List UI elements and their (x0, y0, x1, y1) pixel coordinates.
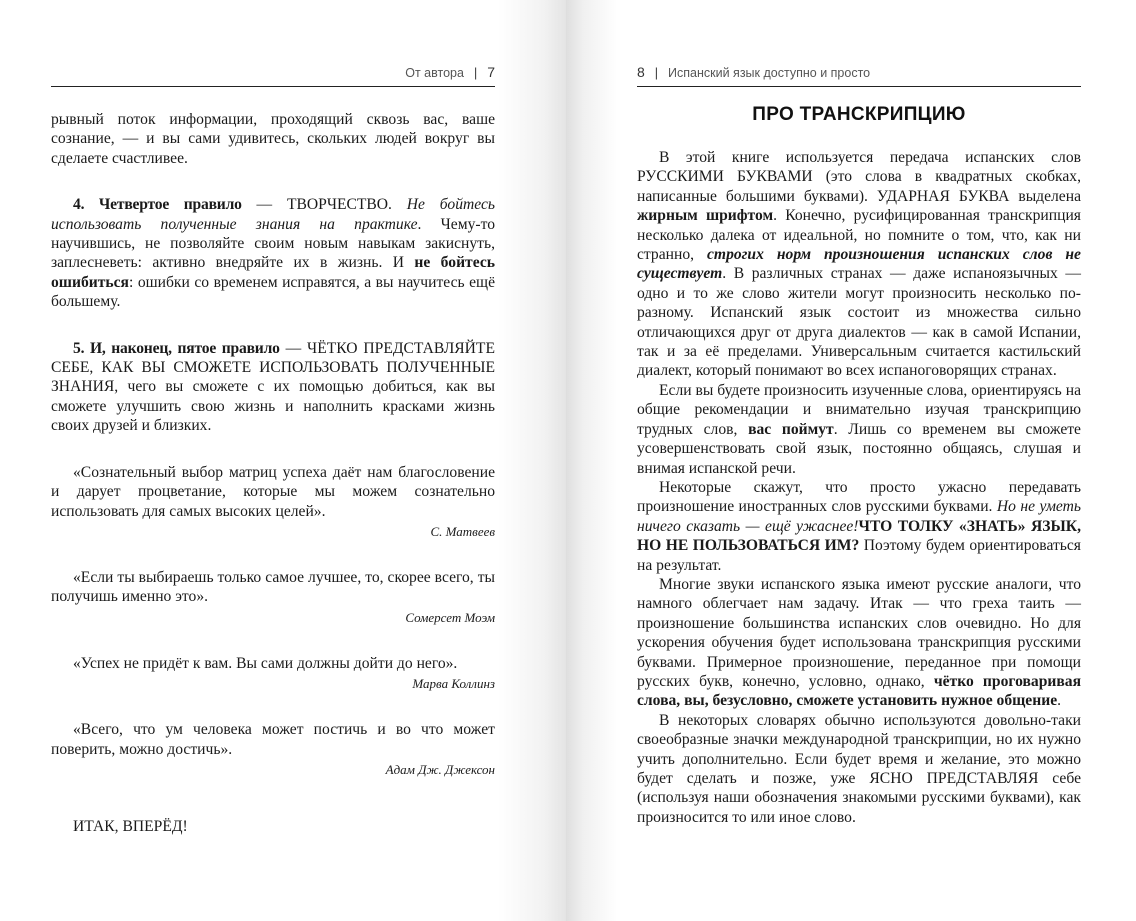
bold-run: вас поймут (748, 420, 834, 438)
rule-5-label: 5. И, наконец, пятое правило (73, 339, 280, 357)
quote-text: «Всего, что ум человека может постичь и во что может поверить, можно достичь». (51, 721, 495, 758)
rule-4-name: — ТВОРЧЕСТВО. (241, 196, 407, 214)
left-running-header (51, 63, 495, 87)
rule-5-text: — ЧЁТКО ПРЕДСТАВЛЯЙТЕ СЕБЕ, КАК ВЫ СМОЖЕТЕ ИСПОЛЬЗОВАТЬ ПОЛУЧЕННЫЕ ЗНАНИЯ, чего вы сможете с их помощью добиться, как вы сможете улучшить свою жизнь и наполнить красками жизнь своих друзей и близких. (51, 339, 495, 435)
text-run: Многие звуки испанского языка имеют русские аналоги, что намного облегчает нам задачу. Итак — что греха таить — произношение большинства испанских слов очевидно. Но для ускорения обучения будет использована транскрипция русскими буквами. Примерное произношение, переданное при помощи русских букв, конечно, условно, однако, (637, 575, 1081, 690)
text-run: Некоторые скажут, что просто ужасно передавать произношение иностранных слов русскими буквами. (637, 478, 1081, 516)
text-run: Если вы будете произносить изученные слова, ориентируясь на общие рекомендации и внимательно изучая транскрипцию трудных слов, (637, 381, 1081, 438)
right-page-number: 8 (637, 64, 645, 80)
right-page (566, 0, 1136, 921)
bold-italic-run: строгих норм произношения испанских слов не существует (637, 246, 1081, 283)
body-paragraph (637, 478, 1081, 575)
right-header-title: Испанский язык доступно и просто (668, 66, 871, 80)
chapter-title: ПРО ТРАНСКРИПЦИЮ (752, 104, 966, 125)
left-page (0, 0, 566, 921)
left-page-number: 7 (487, 64, 495, 80)
text-run: . В различных странах — даже испаноязычных — одно и то же слово жители могут произносить несколько по-разному. Испанский язык состоит из множества сильно отличающихся друг от друга диалектов — как в самой Испании, так и за её пределами. Универсальным считается кастильский диалект, который понимают во всех испаноговорящих странах. (637, 265, 1081, 380)
rule-4-end: : ошибки со временем исправятся, а вы научитесь ещё большему. (51, 273, 495, 311)
rule-5-paragraph (51, 339, 495, 436)
left-header-title: От автора (405, 66, 464, 80)
quote-text: «Сознательный выбор матриц успеха даёт нам благословение и дарует процветание, которые мы можем сознательно использовать для самых высоких целей». (51, 463, 495, 520)
quote-author: Сомерсет Моэм (405, 609, 495, 625)
continued-paragraph: рывный поток информации, проходящий сквозь вас, ваше сознание, — и вы сами удивитесь, скольких людей вокруг вы сделаете счастливее. (51, 111, 495, 167)
rule-4-paragraph (51, 195, 495, 311)
header-separator: | (654, 66, 659, 80)
body-paragraph (637, 575, 1081, 711)
italic-run: Но не уметь ничего сказать — ещё ужаснее! (637, 498, 1081, 535)
body-paragraph (637, 381, 1081, 478)
text-run: . Конечно, русифицированная транскрипция несколько далека от идеальной, но помните о том, что, как ни странно, (637, 207, 1081, 264)
rule-4-label: 4. Четвертое правило (73, 196, 242, 214)
closing-line: ИТАК, ВПЕРЁД! (73, 817, 188, 835)
body-paragraph: В некоторых словарях обычно используются довольно-таки своеобразные значки международной транскрипции, но их нужно учить дополнительно. Если будет время и желание, это можно будет сделать и позже, уже ЯСНО ПРЕДСТАВЛЯЯ себе (используя наши обозначения знакомыми русскими буквами), как произносится то или иное слово. (637, 711, 1081, 826)
right-text-column (637, 148, 1081, 827)
text-run: Поэтому будем ориентироваться на результат. (637, 537, 1081, 574)
text-run: . Лишь со временем вы сможете усовершенствовать свой язык, постоянно общаясь, слушая и внимая испанской речи. (637, 420, 1081, 477)
quote-author: С. Матвеев (430, 523, 495, 539)
quote-text: «Успех не придёт к вам. Вы сами должны дойти до него». (73, 654, 458, 672)
quote-text: «Если ты выбираешь только самое лучшее, то, скорее всего, ты получишь именно это». (51, 568, 495, 606)
bold-run: жирным шрифтом (637, 207, 774, 225)
body-paragraph (637, 148, 1081, 381)
rule-4-italic: Не бойтесь использовать полученные знания на практике (51, 196, 496, 233)
bold-run: чётко проговаривая слова, вы, безусловно, сможете установить нужное общение (637, 672, 1082, 710)
quote-author: Марва Коллинз (412, 676, 495, 692)
text-run: В этой книге используется передача испанских слов РУССКИМИ БУКВАМИ (это слова в квадратных скобках, написанные большими буквами). УДАРНАЯ БУКВА выделена (637, 149, 1081, 205)
rule-4-text: . Чему-то научившись, не позволяйте своим новым навыкам закиснуть, заплесневеть: активно внедряйте их в жизнь. И (51, 215, 495, 272)
quote-author: Адам Дж. Джексон (385, 761, 495, 777)
right-running-header (637, 63, 1081, 87)
text-run: . (1057, 692, 1062, 710)
header-separator: | (473, 66, 478, 80)
rule-4-bold: не бойтесь ошибиться (51, 254, 495, 291)
left-text-column (51, 110, 495, 836)
bold-run: ЧТО ТОЛКУ «ЗНАТЬ» ЯЗЫК, НО НЕ ПОЛЬЗОВАТЬСЯ ИМ? (637, 517, 1082, 555)
